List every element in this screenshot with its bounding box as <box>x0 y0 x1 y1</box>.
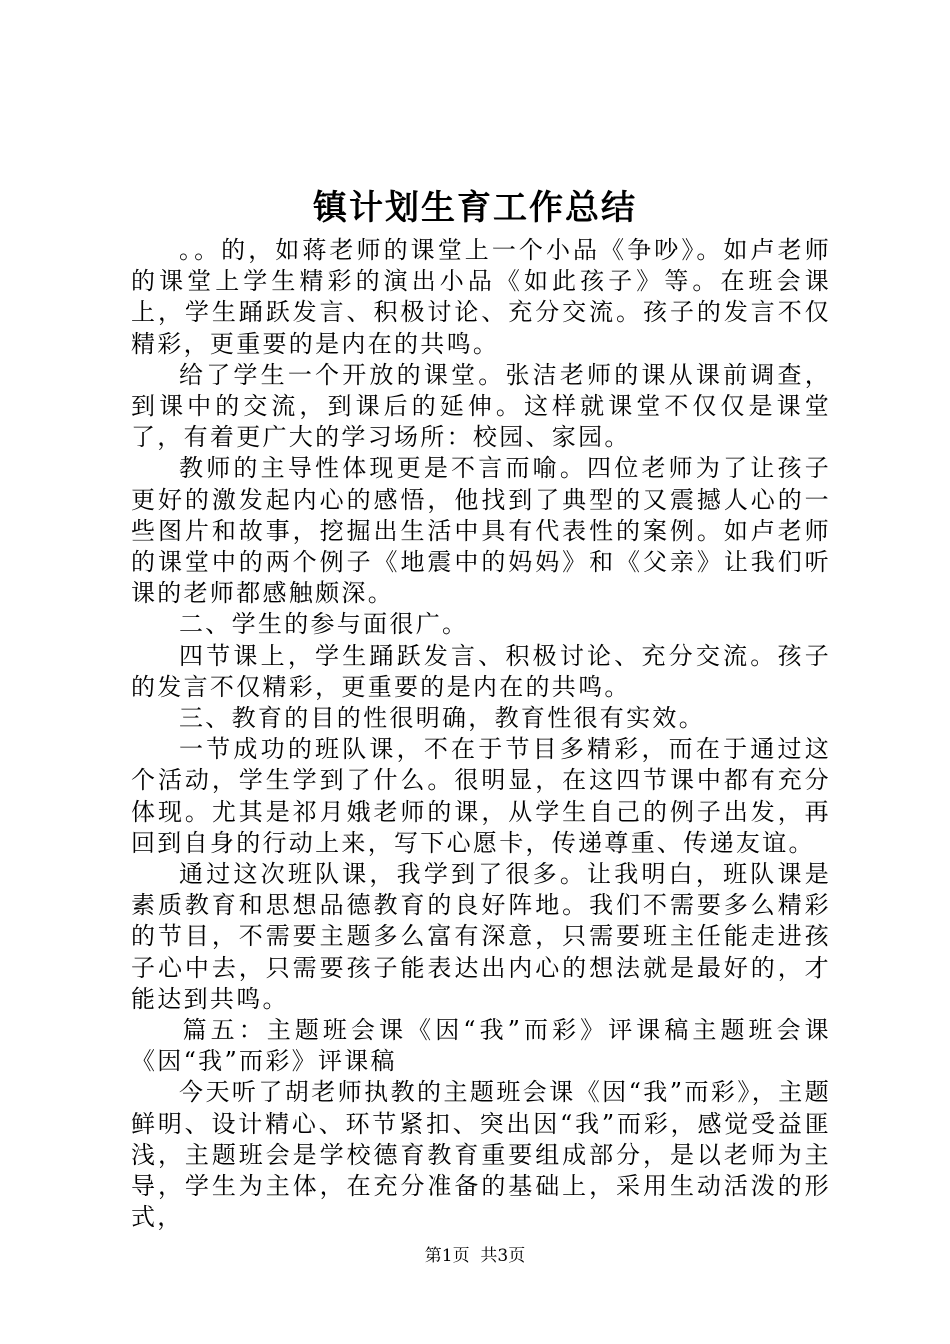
section-heading: 三、教育的目的性很明确，教育性很有实效。 <box>179 704 705 733</box>
paragraph: 给了学生一个开放的课堂。张洁老师的课从课前调查，到课中的交流，到课后的延伸。这样就课堂不仅仅是课堂了，有着更广大的学习场所：校园、家园。 <box>131 360 831 452</box>
article-heading: 篇五：主题班会课《因“我”而彩》评课稿主题班会课《因“我”而彩》评课稿 <box>131 1016 831 1076</box>
page-total: 共3页 <box>480 1246 526 1266</box>
paragraph: 一节成功的班队课，不在于节目多精彩，而在于通过这个活动，学生学到了什么。很明显，在这四节课中都有充分体现。尤其是祁月娥老师的课，从学生自己的例子出发，再回到自身的行动上来，写下心愿卡，传递尊重、传递友谊。 <box>131 735 831 857</box>
page-number: 第1页 <box>424 1246 470 1266</box>
section-heading: 二、学生的参与面很广。 <box>179 610 469 639</box>
paragraph: 。。的，如蒋老师的课堂上一个小品《争吵》。如卢老师的课堂上学生精彩的演出小品《如此孩子》等。在班会课上，学生踊跃发言、积极讨论、充分交流。孩子的发言不仅精彩，更重要的是内在的共鸣。 <box>131 236 831 358</box>
page-footer <box>0 1244 950 1268</box>
paragraph: 四节课上，学生踊跃发言、积极讨论、充分交流。孩子的发言不仅精彩，更重要的是内在的共鸣。 <box>131 641 831 701</box>
document-title: 镇计划生育工作总结 <box>313 188 637 228</box>
document-body <box>131 235 831 1234</box>
paragraph: 通过这次班队课，我学到了很多。让我明白，班队课是素质教育和思想品德教育的良好阵地。我们不需要多么精彩的节目，不需要主题多么富有深意，只需要班主任能走进孩子心中去，只需要孩子能表达出内心的想法就是最好的，才能达到共鸣。 <box>131 860 831 1013</box>
paragraph: 教师的主导性体现更是不言而喻。四位老师为了让孩子更好的激发起内心的感悟，他找到了典型的又震撼人心的一些图片和故事，挖掘出生活中具有代表性的案例。如卢老师的课堂中的两个例子《地震中的妈妈》和《父亲》让我们听课的老师都感触颇深。 <box>131 454 831 608</box>
paragraph: 今天听了胡老师执教的主题班会课《因“我”而彩》，主题鲜明、设计精心、环节紧扣、突出因“我”而彩，感觉受益匪浅，主题班会是学校德育教育重要组成部分，是以老师为主导，学生为主体，在充分准备的基础上，采用生动活泼的形式， <box>131 1078 831 1232</box>
